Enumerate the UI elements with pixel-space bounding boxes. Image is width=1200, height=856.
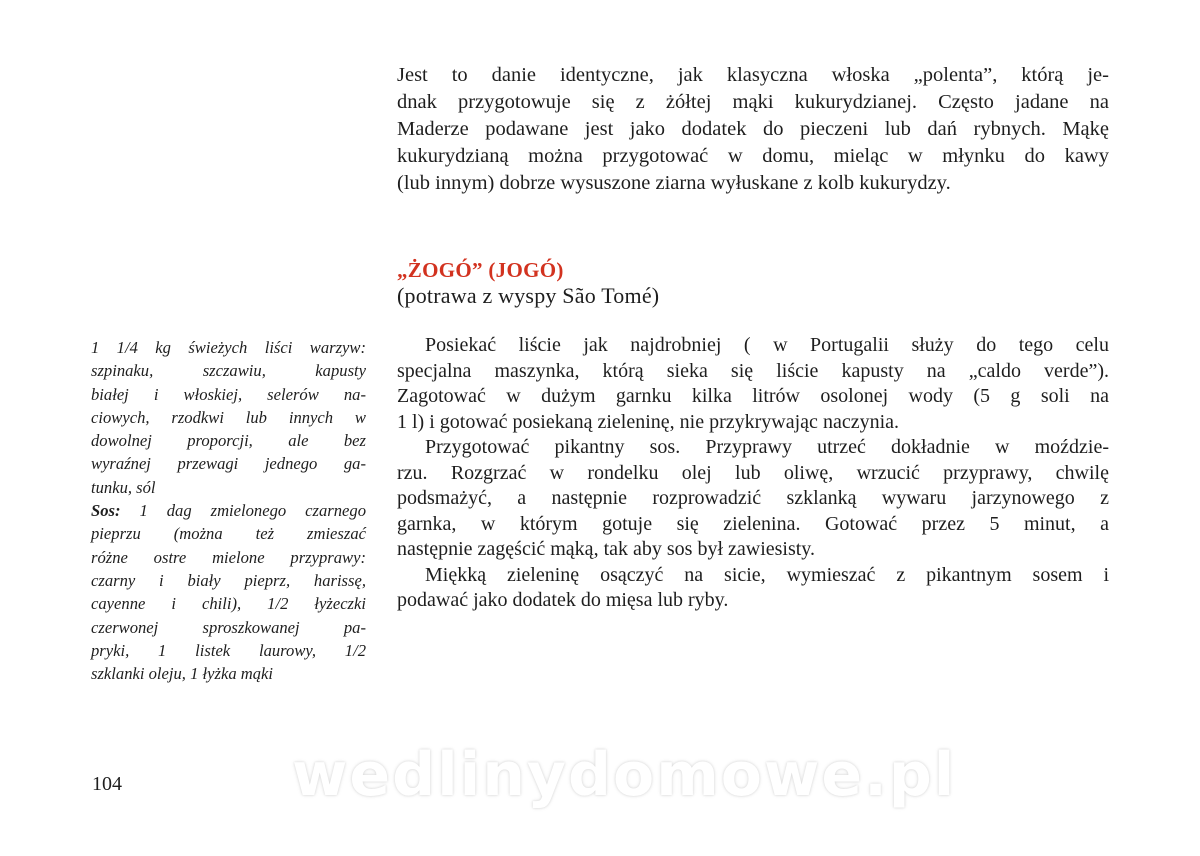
watermark: wedlinydomowe.pl [292, 740, 957, 810]
method-line: Zagotować w dużym garnku kilka litrów osolonej wody (5 g soli na [397, 385, 1109, 407]
method-line: podawać jako dodatek do mięsa lub ryby. [397, 589, 729, 611]
sauce-line: czarny i biały pieprz, harissę, [91, 570, 366, 590]
ingredient-line: 1 1/4 kg świeżych liści warzyw: [91, 338, 366, 357]
recipe-subtitle: (potrawa z wyspy São Tomé) [397, 283, 660, 308]
ingredient-line: wyraźnej przewagi jednego ga- [91, 454, 366, 474]
method-line: rzu. Rozgrzać w rondelku olej lub oliwę, wrzucić przyprawy, chwilę [397, 461, 1109, 484]
sauce-line: różne ostre mielone przyprawy: [91, 547, 366, 567]
sauce-first-text: 1 dag zmielonego czarnego [120, 501, 366, 521]
intro-line: kukurydzianą można przygotować w domu, mieląc w młynku do kawy [397, 145, 1109, 167]
method-line: następnie zagęścić mąką, tak aby sos był zawiesisty. [397, 538, 816, 560]
ingredient-line: dowolnej proporcji, ale bez [91, 431, 366, 451]
method-line: 1 l) i gotować posiekaną zieleninę, nie przykrywając naczynia. [397, 410, 900, 433]
ingredient-line: szpinaku, szczawiu, kapusty [91, 361, 366, 381]
ingredient-line: białej i włoskiej, selerów na- [91, 384, 366, 404]
intro-line: Maderze podawane jest jako dodatek do pieczeni lub dań rybnych. Mąkę [397, 118, 1109, 140]
sauce-line: czerwonej sproszkowanej pa- [91, 617, 366, 637]
intro-line: (lub innym) dobrze wysuszone ziarna wyłuskane z kolb kukurydzy. [397, 172, 951, 194]
sauce-line: cayenne i chili), 1/2 łyżeczki [91, 594, 366, 614]
ingredients-list [91, 336, 366, 685]
sauce-label: Sos: [91, 501, 121, 521]
sauce-line [91, 499, 366, 522]
method-line: Posiekać liście jak najdrobniej ( w Portugalii służy do tego celu [425, 334, 1109, 356]
intro-line: Jest to danie identyczne, jak klasyczna włoska „polenta”, którą je- [397, 64, 1109, 86]
ingredient-line: ciowych, rzodkwi lub innych w [91, 407, 366, 427]
method-line: Miękką zieleninę osączyć na sicie, wymieszać z pikantnym sosem i [425, 563, 1109, 586]
recipe-title: „ŻOGÓ” (JOGÓ) [397, 258, 564, 282]
page-number: 104 [92, 773, 122, 795]
method-line: Przygotować pikantny sos. Przyprawy utrzeć dokładnie w moździe- [425, 436, 1109, 458]
method-line: garnka, w którym gotuje się zielenina. Gotować przez 5 minut, a [397, 512, 1109, 535]
method-text [397, 333, 1109, 614]
sauce-line: pryki, 1 listek laurowy, 1/2 [91, 640, 366, 660]
sauce-line: szklanki oleju, 1 łyżka mąki [91, 664, 274, 684]
sauce-line: pieprzu (można też zmieszać [91, 524, 366, 544]
intro-paragraph [397, 62, 1109, 197]
ingredient-line: tunku, sól [91, 477, 156, 497]
method-line: podsmażyć, a następnie rozprowadzić szklanką wywaru jarzynowego z [397, 487, 1109, 509]
method-line: specjalna maszynka, którą sieka się liście kapusty na „caldo verde”). [397, 359, 1109, 382]
intro-line: dnak przygotowuje się z żółtej mąki kukurydzianej. Często jadane na [397, 91, 1109, 113]
